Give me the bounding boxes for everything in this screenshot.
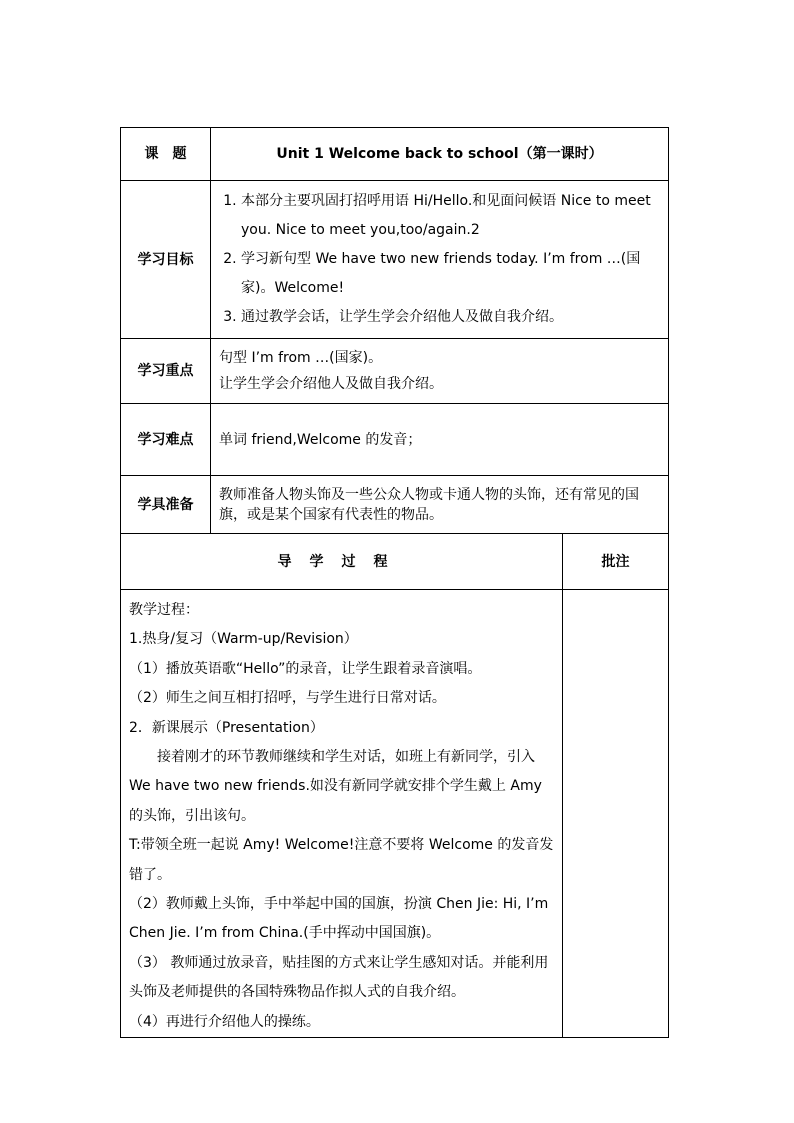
process-title: 导学过程: [121, 534, 563, 590]
key-line: 句型 I’m from …(国家)。: [219, 350, 383, 366]
goals-label: 学习目标: [121, 181, 211, 339]
process-line: （2）教师戴上头饰，手中举起中国的国旗，扮演 Chen Jie: Hi, I’m Chen Jie. I’m from China.(手中挥动中国国旗)。: [129, 896, 549, 942]
process-line: 1.热身/复习（Warm-up/Revision）: [129, 631, 358, 648]
process-line: （3） 教师通过放录音，贴挂图的方式来让学生感知对话。并能利用头饰及老师提供的各国特殊物品作拟人式的自我介绍。: [129, 954, 549, 1001]
difficulty-label: 学习难点: [121, 404, 211, 476]
difficulty-value: 单词 friend,Welcome 的发音；: [211, 404, 669, 476]
process-line: （2）师生之间互相打招呼，与学生进行日常对话。: [129, 690, 446, 707]
notes-cell: [563, 590, 669, 1038]
materials-label: 学具准备: [121, 476, 211, 534]
goals-row: [121, 181, 669, 339]
notes-title: 批注: [563, 534, 669, 590]
difficulty-row: [121, 404, 669, 476]
process-line: T:带领全班一起说 Amy! Welcome!注意不要将 Welcome 的发音发错了。: [129, 837, 554, 883]
key-label: 学习重点: [121, 339, 211, 404]
process-line: （4）再进行介绍他人的操练。: [129, 1013, 320, 1030]
lesson-title: Unit 1 Welcome back to school（第一课时）: [211, 128, 669, 181]
key-line: 让学生学会介绍他人及做自我介绍。: [219, 376, 443, 392]
process-line: （1）播放英语歌“Hello”的录音，让学生跟着录音演唱。: [129, 660, 482, 677]
goals-list: [219, 187, 662, 332]
lesson-plan-table: [120, 127, 669, 1038]
process-row: [121, 590, 669, 1038]
key-row: [121, 339, 669, 404]
process-line: 教学过程：: [129, 602, 199, 618]
materials-row: [121, 476, 669, 534]
materials-value: 教师准备人物头饰及一些公众人物或卡通人物的头饰，还有常见的国旗，或是某个国家有代表性的物品。: [211, 476, 669, 534]
process-line: 2．新课展示（Presentation）: [129, 719, 324, 736]
key-cell: [211, 339, 669, 404]
topic-label: 课 题: [121, 128, 211, 181]
process-line: 接着刚才的环节教师继续和学生对话，如班上有新同学，引入 We have two new friends.如没有新同学就安排个学生戴上 Amy 的头饰，引出该句。: [129, 749, 542, 824]
goal-item: 3. 通过教学会话，让学生学会介绍他人及做自我介绍。: [241, 303, 662, 332]
topic-row: [121, 128, 669, 181]
goal-item: 2. 学习新句型 We have two new friends today. I’m from …(国家)。Welcome!: [241, 245, 662, 303]
goal-item: 1. 本部分主要巩固打招呼用语 Hi/Hello.和见面问候语 Nice to meet you. Nice to meet you,too/again.2: [241, 187, 662, 245]
goals-cell: [211, 181, 669, 339]
process-content: [121, 590, 563, 1038]
process-header-row: [121, 534, 669, 590]
